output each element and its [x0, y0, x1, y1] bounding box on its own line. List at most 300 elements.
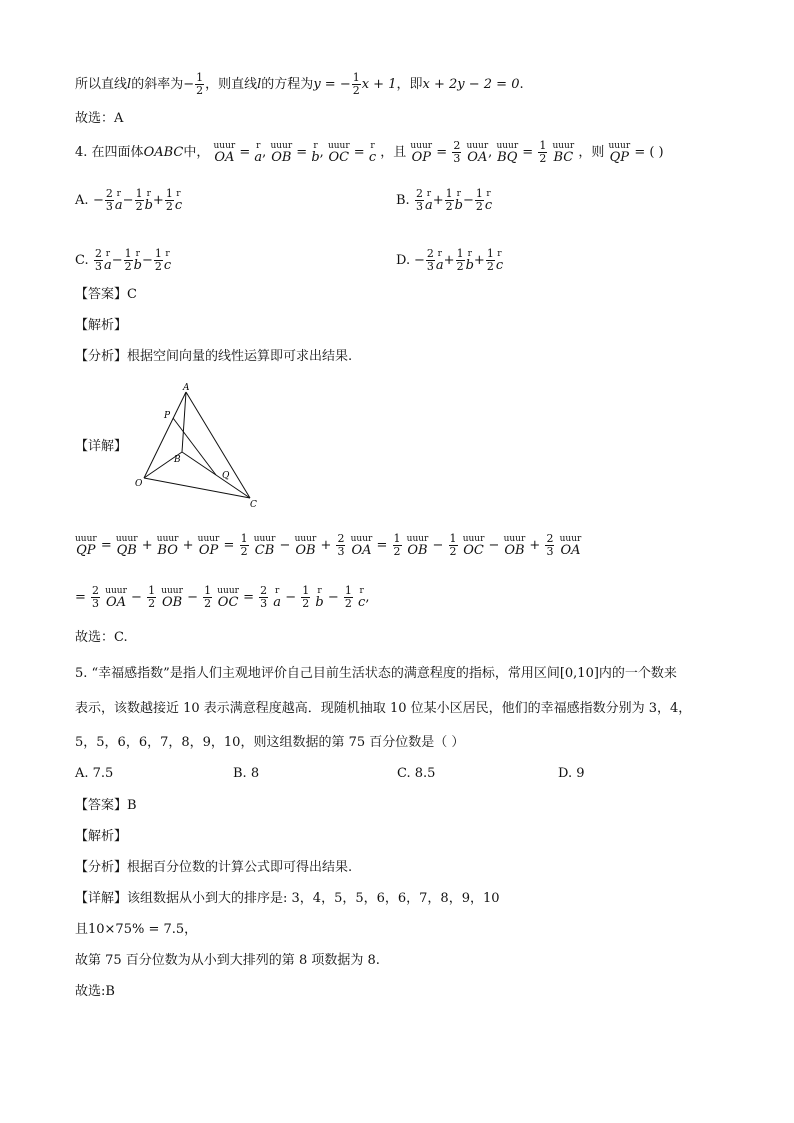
vector-ob: [161, 587, 183, 610]
numerator: 2: [260, 584, 268, 597]
fraction: [203, 585, 212, 610]
vector-bc: [552, 142, 574, 165]
numerator: 1: [445, 187, 453, 200]
vector-c: [496, 250, 503, 273]
numerator: 1: [196, 71, 204, 84]
vec-mark: r: [497, 249, 502, 259]
label-P: P: [164, 411, 171, 421]
denominator: 3: [546, 545, 554, 558]
fraction: [336, 533, 345, 558]
q5-stem-line2: 表示，该数越接近 10 表示满意程度越高．现随机抽取 10 位某小区居民，他们的幸福感指数分别为 3，4，: [75, 701, 692, 716]
vec-body: OC: [463, 543, 484, 558]
text: ，即: [396, 77, 423, 92]
label-B: B: [174, 455, 181, 465]
numerator: 1: [135, 187, 143, 200]
denominator: 3: [426, 260, 434, 273]
tetrahedron: OABC: [143, 145, 184, 160]
numerator: 1: [302, 584, 310, 597]
sign: +: [443, 253, 455, 268]
denominator: 2: [196, 84, 204, 97]
fraction: [301, 585, 310, 610]
denominator: 3: [92, 597, 100, 610]
denominator: 2: [393, 545, 401, 558]
minus: −: [285, 590, 297, 605]
vec-body: OA: [560, 543, 581, 558]
fraction: [105, 188, 114, 213]
denominator: 3: [260, 597, 268, 610]
vec-mark: r: [359, 586, 364, 596]
q5-detail: [75, 889, 500, 909]
vec-mark: uuur: [608, 141, 631, 151]
fraction: [545, 533, 554, 558]
label-A: A: [183, 383, 190, 393]
fraction: [259, 585, 268, 610]
numerator: 1: [456, 247, 464, 260]
label-O: O: [135, 479, 143, 489]
vec-mark: uuur: [217, 586, 239, 596]
minus: −: [131, 590, 142, 605]
denominator: 2: [124, 260, 132, 273]
numerator: 1: [204, 584, 212, 597]
vec-mark: r: [467, 249, 472, 259]
denominator: 2: [135, 200, 143, 213]
fraction: [486, 248, 495, 273]
q4-answer: [75, 285, 137, 305]
vec-mark: uuur: [213, 141, 236, 151]
fraction: [445, 188, 454, 213]
numerator: 1: [486, 247, 494, 260]
edge-AB: [182, 392, 186, 452]
label-C: C: [250, 500, 257, 510]
vec-mark: r: [370, 141, 375, 151]
sign: −: [111, 253, 123, 268]
eq: =: [296, 145, 308, 160]
vec-mark: r: [317, 586, 322, 596]
vec-body: OC: [217, 595, 239, 610]
vector-cb: [254, 535, 276, 558]
denominator: 2: [165, 200, 173, 213]
option-label: C.: [75, 253, 89, 268]
vec-body: OB: [161, 595, 183, 610]
edge-AO: [144, 392, 186, 478]
vector-oc: [463, 535, 485, 558]
comma: ,: [365, 590, 370, 605]
var-l: l: [127, 77, 132, 92]
vec-body: b: [311, 150, 320, 165]
vec-body: OC: [328, 150, 350, 165]
vec-mark: r: [437, 249, 442, 259]
answer-blank: = ( ): [634, 145, 664, 160]
denominator: 2: [204, 597, 212, 610]
q4-option-a: [75, 188, 182, 213]
q3-answer: 故选：A: [75, 111, 124, 126]
vector-a: [104, 250, 112, 273]
vec-body: QP: [609, 150, 630, 165]
edge-AC: [186, 392, 250, 498]
segment-PQ: [173, 418, 216, 475]
vec-body: OB: [271, 150, 292, 165]
fenxi-text: 根据空间向量的线性运算即可求出结果.: [127, 349, 353, 364]
vector-op: [198, 535, 220, 558]
q4-analysis-tag: [75, 316, 127, 336]
vec-mark: r: [426, 189, 432, 199]
vec-body: a: [114, 198, 123, 213]
vec-body: BC: [553, 150, 574, 165]
vec-body: CB: [254, 543, 275, 558]
denominator: 3: [337, 545, 345, 558]
denominator: 3: [95, 260, 102, 273]
vec-body: a: [273, 595, 282, 610]
vector-a: [425, 190, 433, 213]
fraction: [344, 585, 353, 610]
vec-body: b: [465, 258, 474, 273]
plus: +: [529, 538, 541, 553]
denominator: 2: [148, 597, 156, 610]
q5-stem-line3: 5，5，6，6，7，8，9，10，则这组数据的第 75 百分位数是（ ）: [75, 735, 465, 750]
option-label: B.: [396, 193, 410, 208]
q4-detail-tag: [75, 437, 127, 457]
q3-equation-line: [75, 72, 524, 97]
vec-mark: uuur: [406, 534, 429, 544]
vector-bq: [496, 142, 518, 165]
vec-body: OA: [467, 150, 488, 165]
sign: +: [473, 253, 485, 268]
eq: =: [223, 538, 235, 553]
fraction: [449, 533, 458, 558]
fraction: [91, 585, 100, 610]
plus: +: [320, 538, 332, 553]
denominator: 2: [154, 260, 162, 273]
q5-final: 故选:B: [75, 984, 115, 999]
vector-c: [164, 250, 171, 273]
vec-body: b: [144, 198, 153, 213]
vector-b: [466, 250, 474, 273]
denominator: 2: [352, 84, 360, 97]
text: 中，: [183, 145, 210, 160]
vec-mark: r: [256, 141, 261, 151]
vec-mark: uuur: [327, 141, 350, 151]
vector-a: [115, 190, 123, 213]
fraction: [154, 248, 163, 273]
q4-option-b: [396, 188, 492, 213]
vector-ob: [407, 535, 429, 558]
label-Q: Q: [222, 471, 230, 481]
vec-body: OB: [295, 543, 316, 558]
minus: −: [327, 590, 339, 605]
q5-analysis-tag: [75, 827, 127, 847]
eq: =: [376, 538, 388, 553]
numerator: 1: [539, 139, 547, 152]
vec-body: c: [163, 258, 172, 273]
numerator: 1: [154, 247, 162, 260]
vec-mark: uuur: [75, 534, 97, 544]
vec-mark: uuur: [552, 141, 575, 151]
sign: −: [122, 193, 134, 208]
tag: 【详解】: [75, 891, 128, 906]
numerator: 2: [337, 532, 345, 545]
denominator: 2: [344, 597, 352, 610]
eq: =: [239, 145, 251, 160]
vec-mark: uuur: [350, 534, 373, 544]
vec-mark: uuur: [496, 141, 519, 151]
vec-body: a: [104, 258, 112, 273]
numerator: 1: [475, 187, 483, 200]
fraction: [165, 188, 174, 213]
tag: 【分析】: [75, 860, 128, 875]
equation: x + 2y − 2 = 0: [422, 77, 520, 92]
vec-mark: uuur: [115, 534, 138, 544]
vec-body: c: [495, 258, 504, 273]
tag: 【答案】: [75, 798, 128, 813]
minus: −: [488, 538, 500, 553]
vec-mark: uuur: [466, 141, 489, 151]
vec-mark: r: [146, 189, 151, 199]
vec-mark: r: [135, 249, 140, 259]
sign: −: [414, 253, 425, 268]
text: ，则: [578, 145, 605, 160]
edge-OC: [144, 478, 250, 498]
numerator: 1: [148, 584, 156, 597]
q5-option-d: D. 9: [558, 766, 585, 781]
vector-ob: [295, 535, 317, 558]
vec-mark: r: [165, 249, 170, 259]
text: 在四面体: [91, 145, 144, 160]
denominator: 2: [445, 200, 453, 213]
q5-option-a: A. 7.5: [75, 766, 114, 781]
vector-oa: [214, 142, 236, 165]
q5-calc: 且10×75% = 7.5，: [75, 922, 198, 937]
q5-conclusion: 故第 75 百分位数为从小到大排列的第 8 项数据为 8.: [75, 953, 380, 968]
sign: −: [142, 253, 153, 268]
q4-stem: [75, 140, 664, 165]
vector-c: [485, 190, 492, 213]
minus: −: [432, 538, 444, 553]
sign: +: [152, 193, 164, 208]
fraction: [147, 585, 156, 610]
q5-option-c: C. 8.5: [397, 766, 436, 781]
minus: −: [183, 77, 195, 92]
tag: 【解析】: [75, 318, 128, 333]
tag: 【分析】: [75, 349, 128, 364]
q5-fenxi: [75, 858, 352, 878]
fraction: [538, 140, 547, 165]
vector-a: [436, 250, 444, 273]
vec-body: b: [133, 258, 142, 273]
vector-ob: [504, 535, 526, 558]
vec-mark: uuur: [270, 141, 293, 151]
vector-oc: [217, 587, 239, 610]
equation: y = −: [313, 77, 351, 92]
fraction: [415, 188, 424, 213]
answer-value: B: [127, 798, 137, 813]
text: ，则直线: [205, 77, 258, 92]
q5-stem-line1: 5. “幸福感指数”是指人们主观地评价自己目前生活状态的满意程度的指标，常用区间[0,10]内的一个数来: [75, 666, 677, 681]
vec-body: a: [254, 150, 263, 165]
numerator: 2: [416, 187, 423, 200]
text: 所以直线: [75, 77, 128, 92]
vec-mark: r: [176, 189, 181, 199]
vec-mark: r: [275, 586, 280, 596]
fraction: [124, 248, 133, 273]
fraction: [452, 140, 461, 165]
vec-body: OB: [504, 543, 525, 558]
vec-mark: r: [486, 189, 491, 199]
vector-oa: [105, 587, 127, 610]
q4-option-d: [396, 248, 503, 273]
vec-body: OA: [106, 595, 127, 610]
vector-b: [315, 587, 323, 610]
vec-body: a: [435, 258, 444, 273]
numerator: 2: [453, 139, 461, 152]
vec-mark: uuur: [197, 534, 220, 544]
vec-mark: uuur: [294, 534, 317, 544]
eq: =: [243, 590, 254, 605]
vec-body: QB: [116, 543, 137, 558]
vector-qp: [75, 535, 97, 558]
vec-body: OP: [198, 543, 219, 558]
q5-answer: [75, 796, 137, 816]
vec-body: OA: [351, 543, 372, 558]
q4-final: 故选：C.: [75, 630, 128, 645]
vector-b: [311, 142, 319, 165]
vec-body: OB: [407, 543, 428, 558]
numerator: 1: [352, 71, 360, 84]
vector-b: [145, 190, 153, 213]
denominator: 3: [416, 200, 423, 213]
q4-derivation-line1: [75, 533, 581, 558]
vec-body: BQ: [497, 150, 518, 165]
vec-body: OP: [411, 150, 431, 165]
answer-tag: 【答案】: [75, 287, 128, 302]
numerator: 2: [105, 187, 113, 200]
vec-body: c: [484, 198, 493, 213]
fraction: [456, 248, 465, 273]
vec-mark: uuur: [253, 534, 276, 544]
denominator: 2: [456, 260, 464, 273]
vector-b: [134, 250, 142, 273]
q4-fenxi: [75, 347, 352, 367]
question-number: 4.: [75, 145, 88, 160]
numerator: 2: [426, 247, 434, 260]
numerator: 1: [240, 532, 248, 545]
sign: +: [432, 193, 444, 208]
vector-oc: [328, 142, 350, 165]
q4-option-c: [75, 248, 171, 273]
vec-mark: r: [116, 189, 121, 199]
vector-oa: [560, 535, 582, 558]
fraction: [94, 248, 103, 273]
fraction: [426, 248, 435, 273]
sign: −: [463, 193, 474, 208]
numerator: 1: [393, 532, 401, 545]
vec-body: c: [174, 198, 183, 213]
eq: =: [100, 538, 112, 553]
fraction: [195, 72, 204, 97]
fraction: [475, 188, 484, 213]
answer-value: C: [127, 287, 137, 302]
text: 的斜率为: [131, 77, 184, 92]
vec-mark: uuur: [105, 586, 127, 596]
numerator: 2: [92, 584, 100, 597]
tag: 【解析】: [75, 829, 128, 844]
vec-mark: r: [105, 249, 111, 259]
var-l: l: [257, 77, 262, 92]
vec-mark: uuur: [410, 141, 433, 151]
numerator: 1: [165, 187, 173, 200]
vec-mark: uuur: [462, 534, 485, 544]
vec-body: c: [358, 595, 366, 610]
vec-mark: uuur: [161, 586, 183, 596]
minus: −: [187, 590, 198, 605]
vec-mark: r: [313, 141, 318, 151]
fraction: [135, 188, 144, 213]
vector-bo: [157, 535, 179, 558]
denominator: 2: [302, 597, 310, 610]
vec-mark: uuur: [156, 534, 179, 544]
equation: x + 1: [361, 77, 397, 92]
tetrahedron-figure: [130, 380, 270, 510]
tag: 【详解】: [75, 439, 128, 454]
vector-op: [410, 142, 432, 165]
vec-body: QP: [76, 543, 96, 558]
vector-oa: [351, 535, 373, 558]
vec-mark: r: [456, 189, 461, 199]
vec-body: BO: [157, 543, 178, 558]
vector-a: [254, 142, 262, 165]
vector-ob: [270, 142, 292, 165]
vector-qp: [608, 142, 630, 165]
vec-body: a: [425, 198, 433, 213]
comma: ,: [488, 145, 493, 160]
fraction: [393, 533, 402, 558]
q4-derivation-line2: [75, 585, 369, 610]
eq: =: [75, 590, 86, 605]
q5-option-b: B. 8: [233, 766, 260, 781]
denominator: 2: [449, 545, 457, 558]
denominator: 2: [486, 260, 494, 273]
minus: −: [279, 538, 291, 553]
vector-b: [455, 190, 463, 213]
vec-mark: uuur: [503, 534, 526, 544]
denominator: 2: [475, 200, 483, 213]
detail-text: 该组数据从小到大的排序是: 3，4，5，5，6，6，7，8，9，10: [127, 891, 500, 906]
eq: =: [522, 145, 534, 160]
fenxi-text: 根据百分位数的计算公式即可得出结果.: [127, 860, 353, 875]
numerator: 1: [124, 247, 132, 260]
option-label: A.: [75, 193, 89, 208]
numerator: 2: [546, 532, 554, 545]
vec-body: b: [454, 198, 463, 213]
vector-a: [273, 587, 281, 610]
vector-c: [175, 190, 182, 213]
option-label: D.: [396, 253, 411, 268]
vector-c: [369, 142, 376, 165]
vec-body: b: [315, 595, 324, 610]
text: ，且: [380, 145, 407, 160]
vec-mark: uuur: [559, 534, 582, 544]
comma: ,: [262, 145, 267, 160]
denominator: 3: [105, 200, 113, 213]
denominator: 3: [453, 152, 461, 165]
sign: −: [93, 193, 104, 208]
vec-body: c: [368, 150, 377, 165]
numerator: 1: [449, 532, 457, 545]
numerator: 1: [344, 584, 352, 597]
eq: =: [353, 145, 365, 160]
numerator: 2: [95, 247, 102, 260]
text: .: [519, 77, 524, 92]
plus: +: [182, 538, 194, 553]
